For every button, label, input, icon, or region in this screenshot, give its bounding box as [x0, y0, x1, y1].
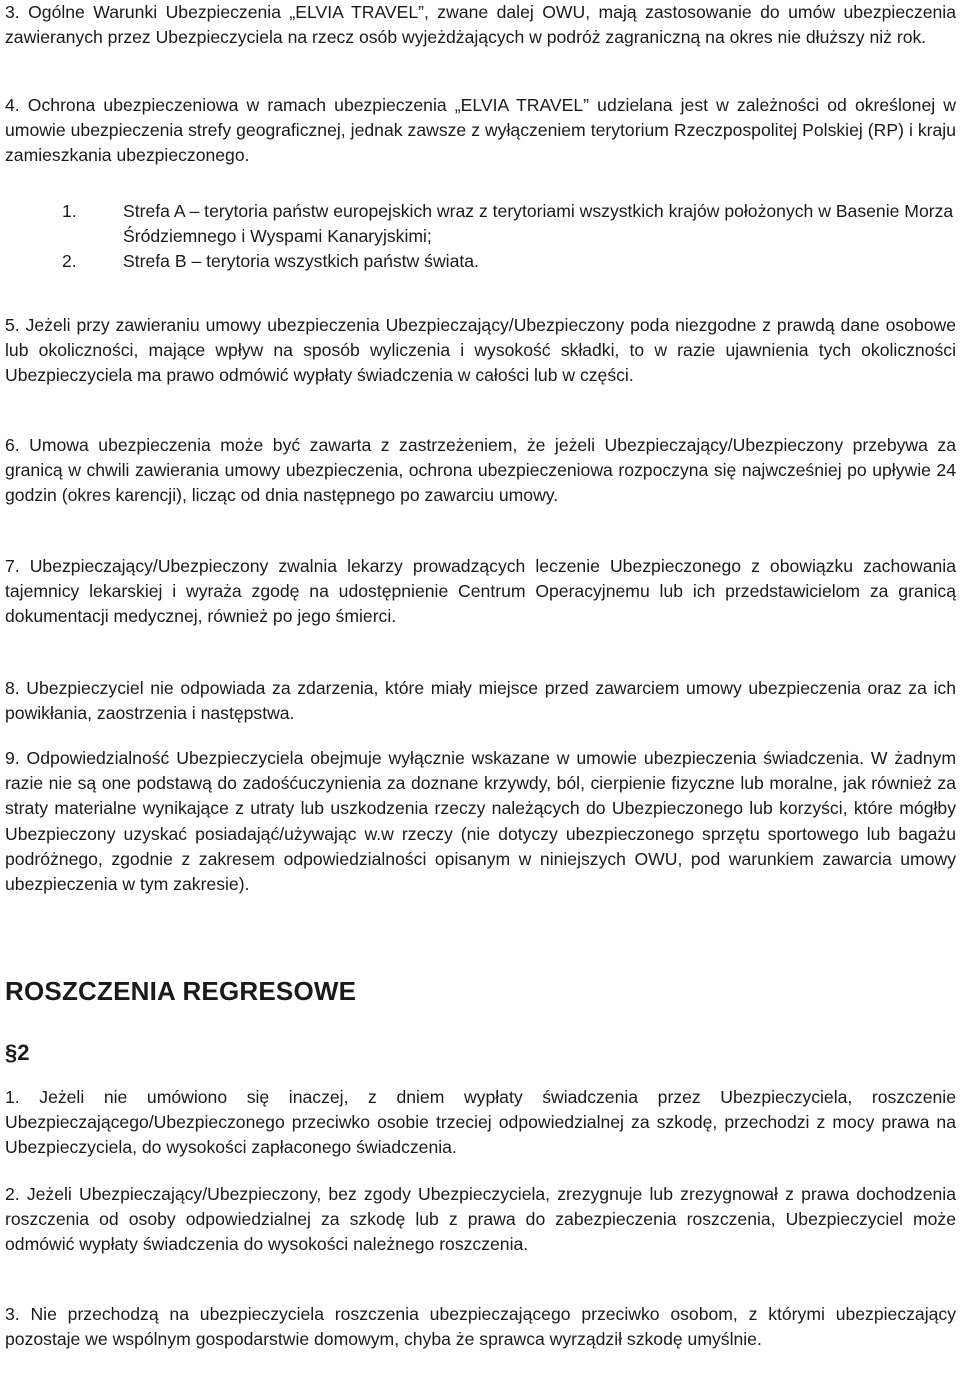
geographic-zones-list [5, 199, 956, 275]
zone-item-number: 2. [62, 251, 77, 272]
paragraph-9: 9. Odpowiedzialność Ubezpieczyciela obejmuje wyłącznie wskazane w umowie ubezpieczenia świadczenia. W żadnym razie nie są one podstawą do zadośćuczynienia za doznane krzywdy, ból, cierpienie fizyczne lub moralne, jak również za straty materialne wynikające z utraty lub uszkodzenia rzeczy należących do Ubezpieczonego lub korzyści, które mógłby Ubezpieczony uzyskać posiadająć/używając w.w rzeczy (nie dotyczy ubezpieczonego sprzętu sportowego lub bagażu podróżnego, zgodnie z zakresem odpowiedzialności opisanym w niniejszych OWU, pod warunkiem zawarcia umowy ubezpieczenia w tym zakresie). [5, 748, 956, 895]
zone-item-number: 1. [62, 201, 77, 221]
section-paragraph-3: 3. Nie przechodzą na ubezpieczyciela roszczenia ubezpieczającego przeciwko osobom, z którymi ubezpieczający pozostaje we wspólnym gospodarstwie domowym, chyba że sprawca wyrządził szkodę umyślnie. [5, 1304, 956, 1350]
paragraph-8: 8. Ubezpieczyciel nie odpowiada za zdarzenia, które miały miejsce przed zawarciem umowy ubezpieczenia oraz za ich powikłania, zaostrzenia i następstwa. [5, 678, 956, 724]
zone-item-b [5, 249, 956, 274]
section-heading: ROSZCZENIA REGRESOWE [5, 976, 357, 1006]
paragraph-7: 7. Ubezpieczający/Ubezpieczony zwalnia lekarzy prowadzących leczenie Ubezpieczonego z obowiązku zachowania tajemnicy lekarskiej i wyraża zgodę na udostępnienie Centrum Operacyjnemu lub ich przedstawicielom za granicą dokumentacji medycznej, również po jego śmierci. [5, 556, 956, 627]
paragraph-5: 5. Jeżeli przy zawieraniu umowy ubezpieczenia Ubezpieczający/Ubezpieczony poda niezgodne z prawdą dane osobowe lub okoliczności, mające wpływ na sposób wyliczenia i wysokość składki, to w razie ujawnienia tych okoliczności Ubezpieczyciela ma prawo odmówić wypłaty świadczenia w całości lub w części. [5, 315, 956, 386]
zone-item-text: Strefa A – terytoria państw europejskich wraz z terytoriami wszystkich krajów położonych w Basenie Morza Śródziemnego i Wyspami Kanaryjskimi; [123, 201, 954, 247]
section-paragraph-1: 1. Jeżeli nie umówiono się inaczej, z dniem wypłaty świadczenia przez Ubezpieczyciela, roszczenie Ubezpieczającego/Ubezpieczonego przeciwko osobie trzeciej odpowiedzialnej za szkodę, przechodzi z mocy prawa na Ubezpieczyciela, do wysokości zapłaconego świadczenia. [5, 1087, 956, 1158]
zone-item-a [5, 199, 956, 249]
paragraph-number: §2 [5, 1040, 30, 1065]
zone-item-text: Strefa B – terytoria wszystkich państw świata. [123, 251, 479, 272]
paragraph-6: 6. Umowa ubezpieczenia może być zawarta z zastrzeżeniem, że jeżeli Ubezpieczający/Ubezpieczony przebywa za granicą w chwili zawierania umowy ubezpieczenia, ochrona ubezpieczeniowa rozpoczyna się najwcześniej po upływie 24 godzin (okres karencji), licząc od dnia następnego po zawarciu umowy. [5, 435, 956, 506]
section-paragraph-2: 2. Jeżeli Ubezpieczający/Ubezpieczony, bez zgody Ubezpieczyciela, zrezygnuje lub zrezygnował z prawa dochodzenia roszczenia od osoby odpowiedzialnej za szkodę lub z prawa do zabezpieczenia roszczenia, Ubezpieczyciel może odmówić wypłaty świadczenia do wysokości należnego roszczenia. [5, 1184, 956, 1255]
paragraph-4: 4. Ochrona ubezpieczeniowa w ramach ubezpieczenia „ELVIA TRAVEL” udzielana jest w zależności od określonej w umowie ubezpieczenia strefy geograficznej, jednak zawsze z wyłączeniem terytorium Rzeczpospolitej Polskiej (RP) i kraju zamieszkania ubezpieczonego. [5, 95, 956, 166]
paragraph-3: 3. Ogólne Warunki Ubezpieczenia „ELVIA TRAVEL”, zwane dalej OWU, mają zastosowanie do umów ubezpieczenia zawieranych przez Ubezpieczyciela na rzecz osób wyjeżdżających w podróż zagraniczną na okres nie dłuższy niż rok. [5, 2, 956, 48]
